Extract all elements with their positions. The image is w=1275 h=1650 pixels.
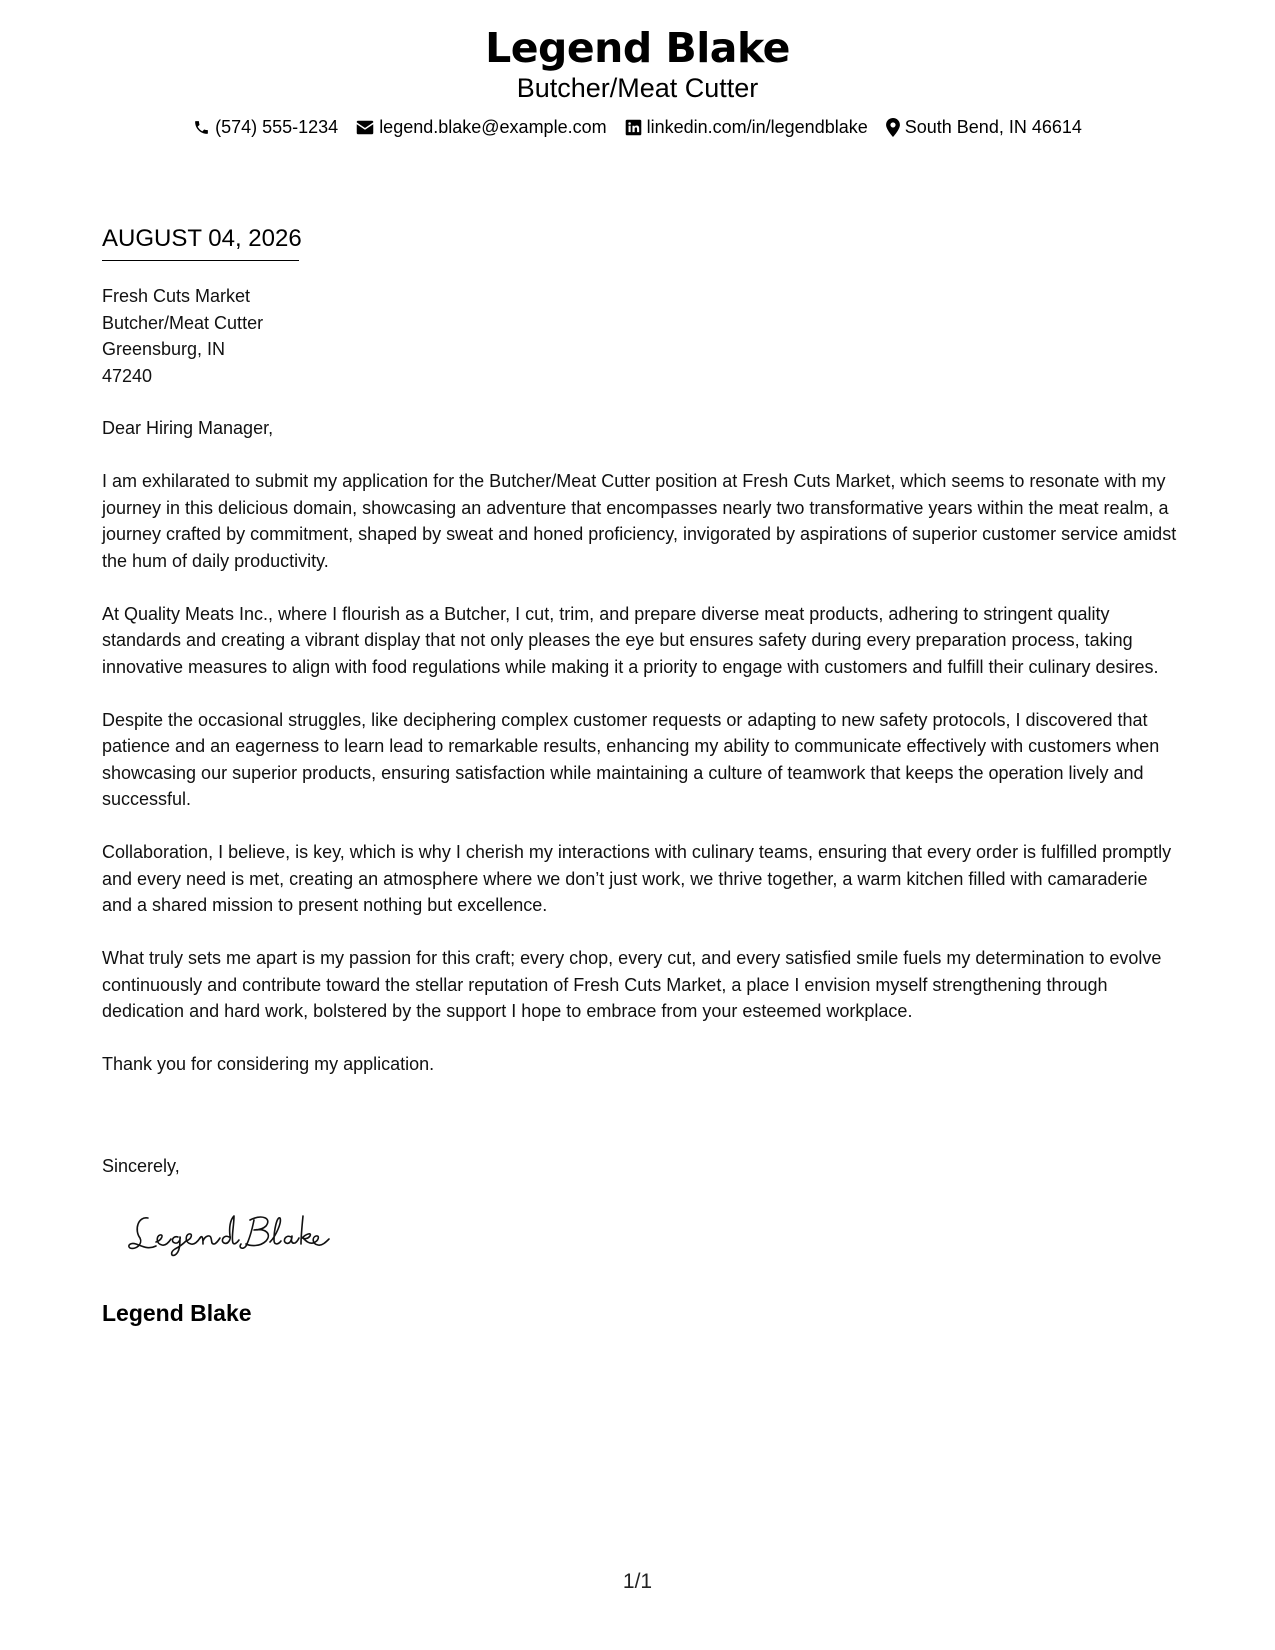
email-text: legend.blake@example.com	[379, 117, 607, 137]
contact-phone	[193, 116, 338, 138]
phone-text: (574) 555-1234	[215, 117, 339, 137]
handwritten-signature	[126, 1208, 336, 1265]
map-marker-icon	[886, 118, 900, 137]
letter-body	[102, 415, 1177, 1104]
recipient-zip: 47240	[102, 365, 153, 386]
linkedin-icon	[625, 119, 642, 136]
applicant-job-title: Butcher/Meat Cutter	[516, 73, 759, 103]
greeting: Dear Hiring Manager,	[102, 418, 274, 438]
contact-bar	[0, 116, 1275, 138]
envelope-icon	[356, 120, 374, 135]
recipient-block	[102, 283, 263, 389]
body-paragraph: At Quality Meats Inc., where I flourish as a Butcher, I cut, trim, and prepare diverse meat products, adhering to stringent quality standards and creating a vibrant display that not only pleases the eye but ensures safety during every preparation process, taking innovative measures to align with food regulations while making it a priority to engage with customers and fulfill their culinary desires.	[102, 603, 1159, 677]
linkedin-text: linkedin.com/in/legendblake	[646, 117, 868, 137]
page-number: 1/1	[622, 1570, 653, 1593]
body-paragraph: Despite the occasional struggles, like deciphering complex customer requests or adapting to new safety protocols, I discovered that patience and an eagerness to learn lead to remarkable results, enhancing my ability to communicate effectively with customers when showcasing our superior products, ensuring satisfaction while maintaining a culture of teamwork that keeps the operation lively and successful.	[102, 709, 1160, 809]
recipient-company: Fresh Cuts Market	[102, 286, 251, 306]
thank-you-paragraph: Thank you for considering my application.	[102, 1054, 435, 1074]
recipient-position: Butcher/Meat Cutter	[102, 312, 264, 333]
phone-icon	[193, 119, 210, 136]
body-paragraph: Collaboration, I believe, is key, which is why I cherish my interactions with culinary teams, ensuring that every order is fulfilled promptly and every need is met, creating an atmosphere where we don’t just work, we thrive together, a warm kitchen filled with camaraderie and a shared mission to present nothing but excellence.	[102, 842, 1172, 915]
contact-email[interactable]	[356, 116, 606, 138]
contact-location	[886, 116, 1082, 138]
body-paragraph: I am exhilarated to submit my application for the Butcher/Meat Cutter position at Fresh Cuts Market, which seems to resonate with my journey in this delicious domain, showcasing an adventure that encompasses nearly two transformative years within the meat realm, a journey crafted by commitment, shaped by sweat and honed proficiency, invigorated by aspirations of superior customer service amidst the hum of daily productivity.	[102, 471, 1177, 571]
signer-name: Legend Blake	[102, 1300, 252, 1326]
closing-salutation: Sincerely,	[102, 1156, 180, 1176]
contact-linkedin[interactable]	[625, 116, 868, 138]
letter-header	[0, 22, 1275, 138]
body-paragraph: What truly sets me apart is my passion for this craft; every chop, every cut, and every satisfied smile fuels my determination to evolve continuously and contribute toward the stellar reputation of Fresh Cuts Market, a place I envision myself strengthening through dedication and hard work, bolstered by the support I hope to embrace from your esteemed workplace.	[102, 948, 1162, 1021]
letter-date: AUGUST 04, 2026	[102, 224, 299, 261]
location-text: South Bend, IN 46614	[904, 117, 1082, 137]
applicant-name: Legend Blake	[485, 24, 790, 72]
recipient-city-state: Greensburg, IN	[102, 339, 226, 359]
